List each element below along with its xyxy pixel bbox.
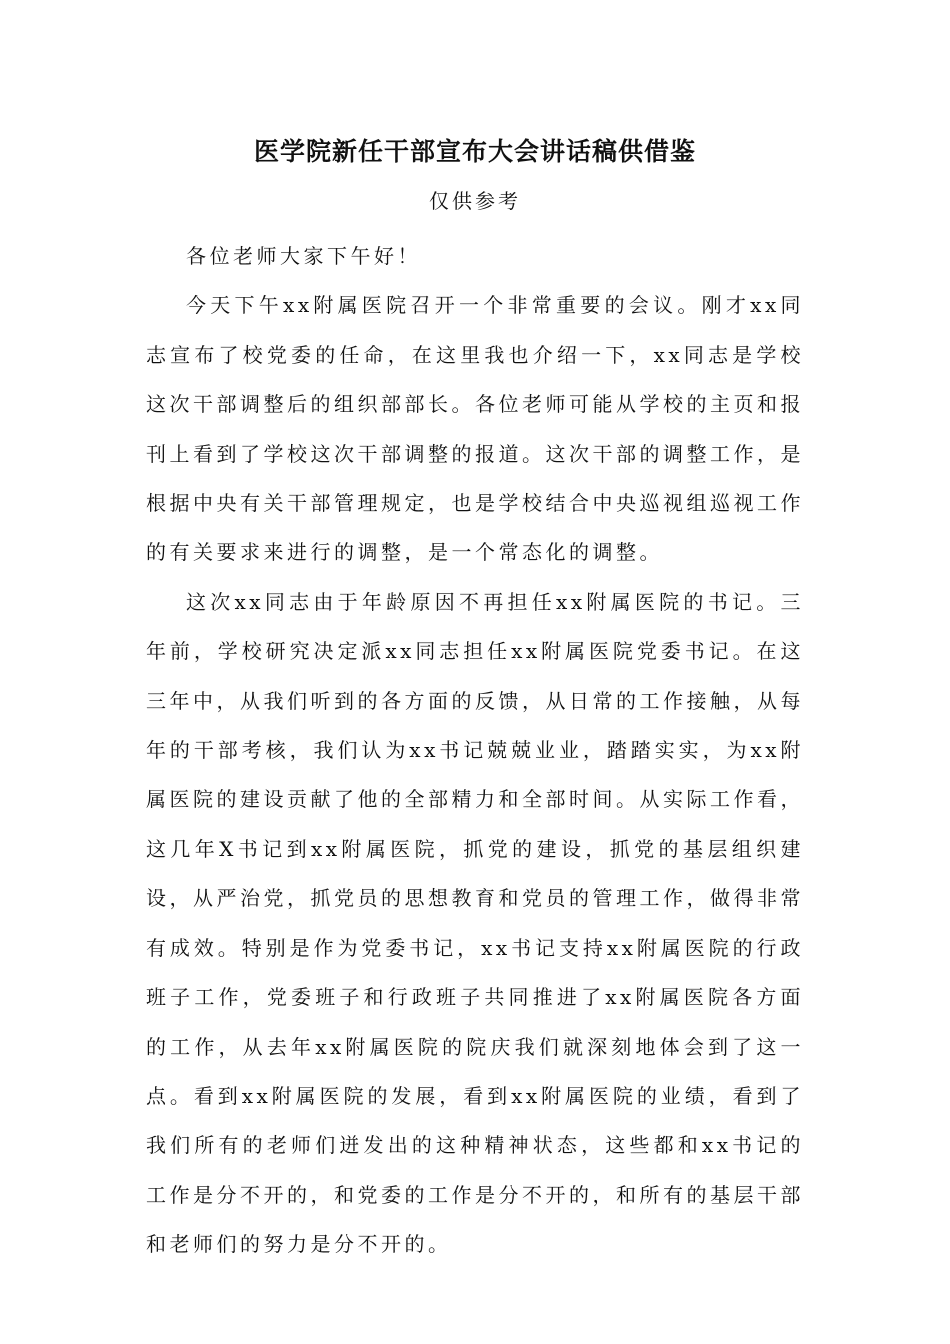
paragraph-greeting: 各位老师大家下午好！: [186, 244, 421, 268]
document-subtitle: 仅供参考: [429, 189, 521, 213]
paragraph: 今天下午xx附属医院召开一个非常重要的会议。刚才xx同志宣布了校党委的任命，在这里我也介绍一下，xx同志是学校这次干部调整后的组织部部长。各位老师可能从学校的主页和报刊上看到了学校这次干部调整的报道。这次干部的调整工作，是根据中央有关干部管理规定，也是学校结合中央巡视组巡视工作的有关要求来进行的调整，是一个常态化的调整。: [146, 293, 804, 565]
document-body: [146, 232, 804, 1270]
document-title: 医学院新任干部宣布大会讲话稿供借鉴: [253, 137, 696, 166]
paragraph: 这次xx同志由于年龄原因不再担任xx附属医院的书记。三年前，学校研究决定派xx同志担任xx附属医院党委书记。在这三年中，从我们听到的各方面的反馈，从日常的工作接触，从每年的干部考核，我们认为xx书记兢兢业业，踏踏实实，为xx附属医院的建设贡献了他的全部精力和全部时间。从实际工作看，这几年X书记到xx附属医院，抓党的建设，抓党的基层组织建设，从严治党，抓党员的思想教育和党员的管理工作，做得非常有成效。特别是作为党委书记，xx书记支持xx附属医院的行政班子工作，党委班子和行政班子共同推进了xx附属医院各方面的工作，从去年xx附属医院的院庆我们就深刻地体会到了这一点。看到xx附属医院的发展，看到xx附属医院的业绩，看到了我们所有的老师们迸发出的这种精神状态，这些都和xx书记的工作是分不开的，和党委的工作是分不开的，和所有的基层干部和老师们的努力是分不开的。: [146, 589, 804, 1257]
